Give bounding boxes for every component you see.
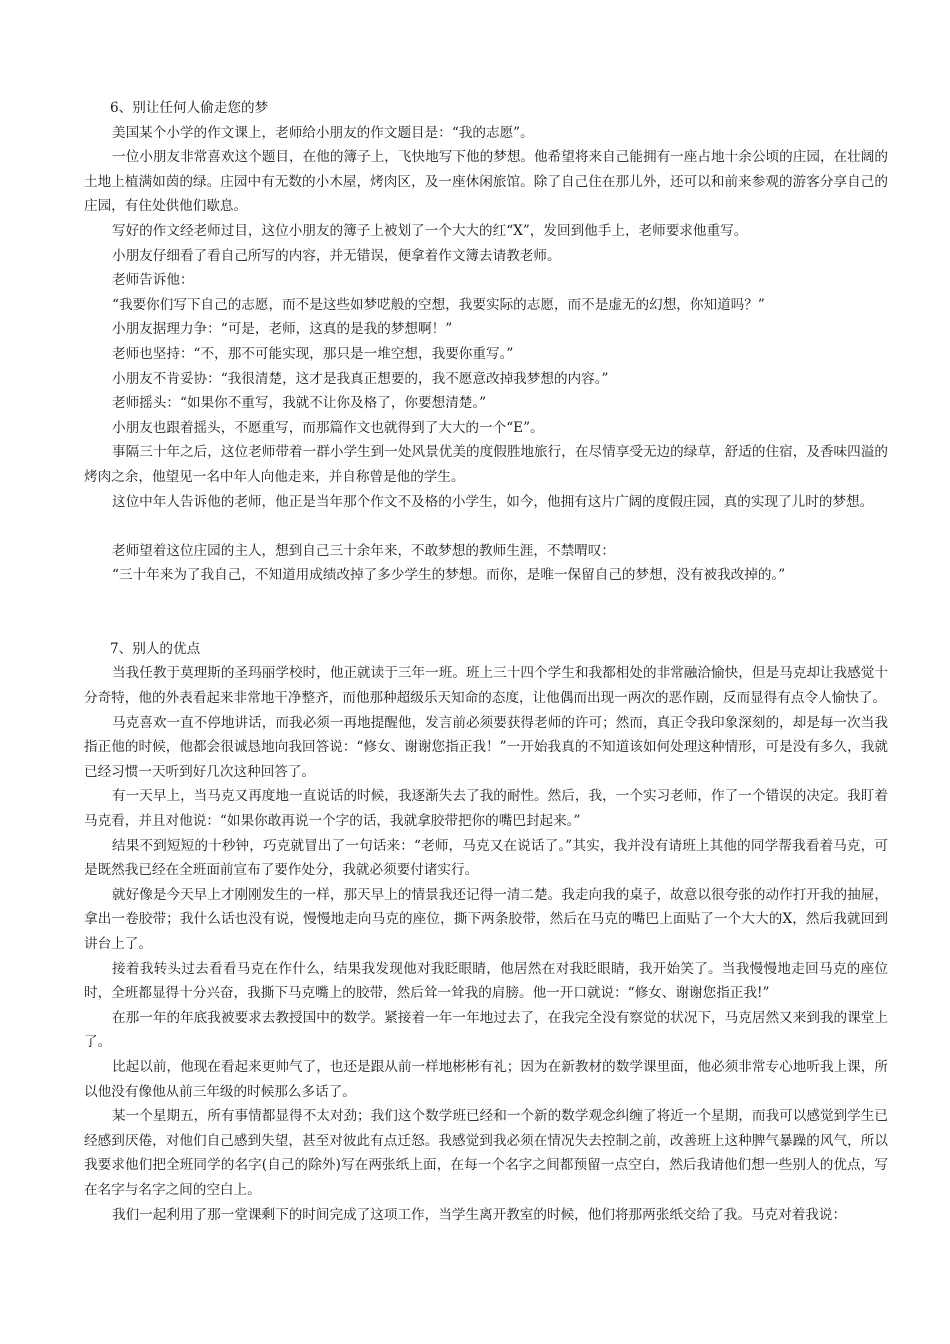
- story7-paragraph: 接着我转头过去看看马克在作什么，结果我发现他对我眨眼睛，他居然在对我眨眼睛，我开始笑了。当我慢慢地走回马克的座位时，全班都显得十分兴奋，我撕下马克嘴上的胶带，然后耸一耸我的肩膀。他一开口就说：“修女、谢谢您指正我!”: [84, 960, 888, 1002]
- story7-paragraph: 在那一年的年底我被要求去教授国中的数学。紧接着一年一年地过去了，在我完全没有察觉的状况下，马克居然又来到我的课堂上了。: [84, 1009, 888, 1051]
- story7-paragraph: 马克喜欢一直不停地讲话，而我必须一再地提醒他，发言前必须要获得老师的许可；然而，真正令我印象深刻的，却是每一次当我指正他的时候，他都会很诚恳地向我回答说：“修女、谢谢您指正我！”一开始我真的不知道该如何处理这种情形，可是没有多久，我就已经习惯一天听到好几次这种回答了。: [84, 714, 888, 780]
- story6-paragraph: 老师告诉他：: [112, 272, 194, 289]
- story6-paragraph: 美国某个小学的作文课上，老师给小朋友的作文题目是：“我的志愿”。: [112, 124, 534, 141]
- story6-paragraph: 一位小朋友非常喜欢这个题目，在他的簿子上，飞快地写下他的梦想。他希望将来自己能拥有一座占地十余公顷的庄园，在壮阔的土地上植满如茵的绿。庄园中有无数的小木屋，烤肉区，及一座休闲旅馆。除了自己住在那儿外，还可以和前来参观的游客分享自己的庄园，有住处供他们歇息。: [84, 149, 888, 215]
- story6-closing: “三十年来为了我自己，不知道用成绩改掉了多少学生的梦想。而你，是唯一保留自己的梦想，没有被我改掉的。”: [112, 567, 786, 584]
- story6-paragraph: 小朋友也跟着摇头，不愿重写，而那篇作文也就得到了大大的一个“E”。: [112, 419, 544, 436]
- story6-title: 6、别让任何人偷走您的梦: [110, 100, 269, 116]
- story6-paragraph: 事隔三十年之后，这位老师带着一群小学生到一处风景优美的度假胜地旅行，在尽情享受无边的绿草，舒适的住宿，及香味四溢的烤肉之余，他望见一名中年人向他走来，并自称曾是他的学生。: [84, 444, 888, 485]
- story7-title: 7、别人的优点: [110, 640, 201, 657]
- story6-paragraph: 写好的作文经老师过目，这位小朋友的簿子上被划了一个大大的红“X”，发回到他手上，老师要求他重写。: [112, 222, 748, 239]
- story6-paragraph: 小朋友不肯妥协：“我很清楚，这才是我真正想要的，我不愿意改掉我梦想的内容。”: [112, 370, 609, 387]
- story7-paragraph: 有一天早上，当马克又再度地一直说话的时候，我逐渐失去了我的耐性。然后，我，一个实习老师，作了一个错误的决定。我盯着马克看，并且对他说：“如果你敢再说一个字的话，我就拿胶带把你的嘴巴封起来。”: [84, 788, 888, 830]
- story7-paragraph: 比起以前，他现在看起来更帅气了，也还是跟从前一样地彬彬有礼；因为在新教材的数学课里面，他必须非常专心地听我上课，所以他没有像他从前三年级的时候那么多话了。: [84, 1058, 888, 1100]
- story7-paragraph: 当我任教于莫理斯的圣玛丽学校时，他正就读于三年一班。班上三十四个学生和我都相处的非常融洽愉快，但是马克却让我感觉十分奇特，他的外表看起来非常地干净整齐，而他那种超级乐天知命的态度，让他偶而出现一两次的恶作剧，反而显得有点令人愉快了。: [84, 665, 888, 707]
- story6-paragraph: 老师摇头：“如果你不重写，我就不让你及格了，你要想清楚。”: [112, 395, 487, 412]
- story7-paragraph: 某一个星期五，所有事情都显得不太对劲；我们这个数学班已经和一个新的数学观念纠缠了将近一个星期，而我可以感觉到学生已经感到厌倦，对他们自己感到失望，甚至对彼此有点迁怒。我感觉到我必须在情况失去控制之前，改善班上这种脾气暴躁的风气，所以我要求他们把全班同学的名字(自己的除外)写在两张纸上面，在每一个名字之间都预留一点空白，然后我请他们想一些别人的优点，写在名字与名字之间的空白上。: [84, 1108, 888, 1198]
- story6-paragraph: 老师也坚持：“不，那不可能实现，那只是一堆空想，我要你重写。”: [112, 345, 514, 362]
- section-gap: [84, 588, 888, 637]
- story7-paragraph: 就好像是今天早上才刚刚发生的一样，那天早上的情景我还记得一清二楚。我走向我的桌子，故意以很夸张的动作打开我的抽屉，拿出一卷胶带；我什么话也没有说，慢慢地走向马克的座位，撕下两条胶带，然后在马克的嘴巴上面贴了一个大大的X，然后我就回到讲台上了。: [84, 886, 888, 952]
- story6-paragraph: “我要你们写下自己的志愿，而不是这些如梦呓般的空想，我要实际的志愿，而不是虚无的幻想，你知道吗？”: [112, 296, 765, 313]
- story7-paragraph: 结果不到短短的十秒钟，巧克就冒出了一句话来：“老师，马克又在说话了。”其实，我并没有请班上其他的同学帮我看着马克，可是既然我已经在全班面前宣布了要作处分，我就必须要付诸实行。: [84, 837, 888, 879]
- story6-closing: 老师望着这位庄园的主人，想到自己三十余年来，不敢梦想的教师生涯，不禁喟叹：: [112, 542, 615, 559]
- blank-line: [84, 514, 888, 539]
- story6-paragraph: 这位中年人告诉他的老师，他正是当年那个作文不及格的小学生，如今，他拥有这片广阔的度假庄园，真的实现了儿时的梦想。: [112, 493, 874, 510]
- story7-paragraph: 我们一起利用了那一堂课剩下的时间完成了这项工作，当学生离开教室的时候，他们将那两张纸交给了我。马克对着我说：: [112, 1206, 847, 1223]
- story6-paragraph: 小朋友据理力争：“可是，老师，这真的是我的梦想啊！”: [112, 321, 453, 338]
- story6-paragraph: 小朋友仔细看了看自己所写的内容，并无错误，便拿着作文簿去请教老师。: [112, 247, 561, 264]
